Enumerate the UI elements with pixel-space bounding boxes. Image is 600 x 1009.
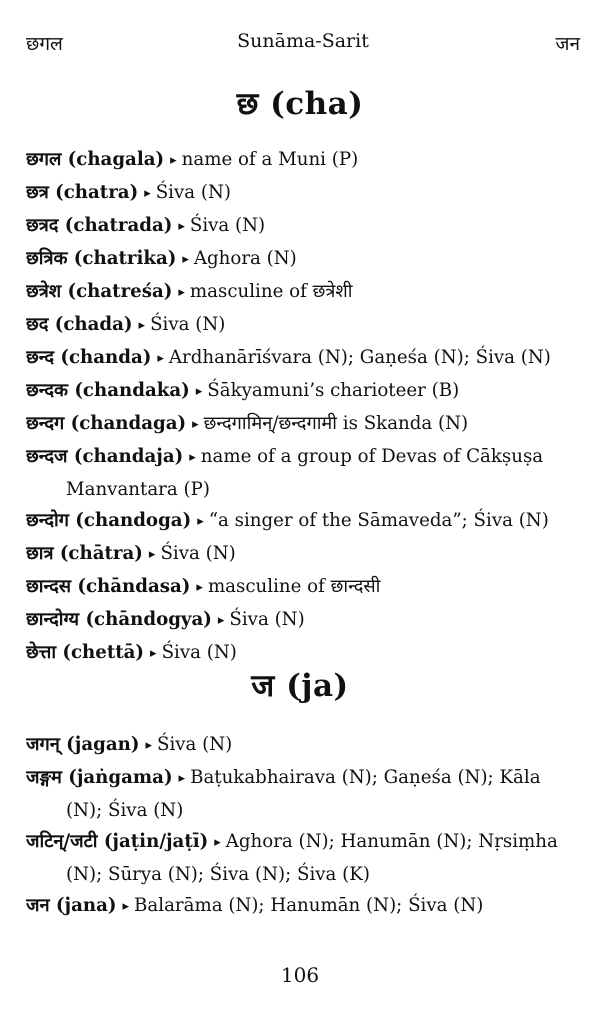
entry-definition: छन्दगामिन्/छन्दगामी is Skanda (N) [203, 413, 469, 434]
entry-headword: छात्र (chātra) [26, 543, 143, 564]
entry-definition: Aghora (N); Hanumān (N); Nṛsiṃha [225, 831, 558, 852]
entry-definition: Aghora (N) [193, 248, 297, 269]
entry-headword: जन (jana) [26, 895, 117, 916]
entry-chanda [26, 342, 581, 375]
running-head-right: जन [555, 33, 580, 55]
marker-arrow-icon: ▸ [178, 219, 185, 234]
entry-chatrika [26, 243, 581, 276]
entry-headword: जगन् (jagan) [26, 734, 140, 755]
running-head-left: छगल [26, 33, 63, 55]
entry-definition: Śākyamuni’s charioteer (B) [207, 380, 460, 401]
entry-definition-continuation: Manvantara (P) [66, 479, 210, 500]
entry-definition: Balarāma (N); Hanumān (N); Śiva (N) [134, 895, 484, 916]
marker-arrow-icon: ▸ [192, 417, 199, 432]
entry-chada [26, 309, 581, 342]
entry-headword: छन्दक (chandaka) [26, 380, 190, 401]
entry-headword: छान्दोग्य (chāndogya) [26, 609, 212, 630]
marker-arrow-icon: ▸ [178, 285, 185, 300]
entry-headword: छन्दोग (chandoga) [26, 510, 192, 531]
entry-definition: name of a group of Devas of Cākṣuṣa [200, 446, 544, 467]
entry-definition: Ardhanārīśvara (N); Gaṇeśa (N); Śiva (N) [168, 347, 551, 368]
entry-headword: छद (chada) [26, 314, 133, 335]
marker-arrow-icon: ▸ [197, 514, 204, 529]
entry-jatin [26, 826, 581, 890]
entry-headword: जटिन्/जटी (jaṭin/jaṭī) [26, 831, 209, 852]
marker-arrow-icon: ▸ [170, 153, 177, 168]
entry-definition: Śiva (N) [229, 609, 305, 630]
entry-jana [26, 890, 581, 923]
entry-chandaja [26, 441, 581, 505]
entry-jangama [26, 762, 581, 826]
entry-headword: छत्र (chatra) [26, 182, 139, 203]
entry-definition: Śiva (N) [155, 182, 231, 203]
entries-cha [26, 144, 581, 670]
marker-arrow-icon: ▸ [182, 252, 189, 267]
section-heading-ja: ज (ja) [251, 668, 349, 704]
marker-arrow-icon: ▸ [189, 450, 196, 465]
entry-chatra-long [26, 538, 581, 571]
entry-definition-continuation: (N); Śiva (N) [66, 800, 184, 821]
marker-arrow-icon: ▸ [217, 613, 225, 628]
marker-arrow-icon: ▸ [148, 547, 156, 562]
entry-headword: छन्दज (chandaja) [26, 446, 184, 467]
entry-chatrada [26, 210, 581, 243]
marker-arrow-icon: ▸ [196, 580, 203, 595]
entry-headword: छगल (chagala) [26, 149, 165, 170]
entry-headword: जङ्गम (jaṅgama) [26, 767, 173, 788]
entry-chagala [26, 144, 581, 177]
marker-arrow-icon: ▸ [150, 646, 157, 661]
entry-headword: छान्दस (chāndasa) [26, 576, 191, 597]
entry-definition: masculine of छान्दसी [207, 576, 381, 597]
marker-arrow-icon: ▸ [145, 738, 152, 753]
entry-chandogya [26, 604, 581, 637]
entry-chandaga [26, 408, 581, 441]
entry-chatresa [26, 276, 581, 309]
entry-definition: Baṭukabhairava (N); Gaṇeśa (N); Kāla [190, 767, 541, 788]
entries-ja [26, 729, 581, 923]
entry-definition: Śiva (N) [150, 314, 226, 335]
entry-chandaka [26, 375, 581, 408]
marker-arrow-icon: ▸ [144, 186, 151, 201]
entry-chatra [26, 177, 581, 210]
entry-definition-continuation: (N); Sūrya (N); Śiva (N); Śiva (K) [66, 864, 370, 885]
entry-chandasa [26, 571, 581, 604]
marker-arrow-icon: ▸ [138, 318, 146, 333]
entry-definition: name of a Muni (P) [181, 149, 359, 170]
entry-definition: Śiva (N) [160, 543, 236, 564]
entry-definition: Śiva (N) [157, 734, 233, 755]
entry-chandoga [26, 505, 581, 538]
entry-headword: छत्रद (chatrada) [26, 215, 173, 236]
marker-arrow-icon: ▸ [157, 351, 164, 366]
entry-headword: छन्द (chanda) [26, 347, 152, 368]
page-number: 106 [280, 963, 320, 987]
running-head-title: Sunāma-Sarit [237, 30, 369, 52]
marker-arrow-icon: ▸ [214, 835, 221, 850]
marker-arrow-icon: ▸ [122, 899, 130, 914]
running-head [26, 30, 580, 56]
entry-definition: masculine of छत्रेशी [189, 281, 353, 302]
section-heading-cha: छ (cha) [236, 86, 364, 122]
entry-headword: छेत्ता (chettā) [26, 642, 145, 663]
entry-definition: “a singer of the Sāmaveda”; Śiva (N) [208, 510, 549, 531]
entry-headword: छत्रेश (chatreśa) [26, 281, 173, 302]
entry-headword: छन्दग (chandaga) [26, 413, 187, 434]
entry-definition: Śiva (N) [189, 215, 266, 236]
entry-jagan [26, 729, 581, 762]
marker-arrow-icon: ▸ [178, 771, 186, 786]
entry-definition: Śiva (N) [161, 642, 237, 663]
marker-arrow-icon: ▸ [195, 384, 203, 399]
entry-headword: छत्रिक (chatrika) [26, 248, 177, 269]
